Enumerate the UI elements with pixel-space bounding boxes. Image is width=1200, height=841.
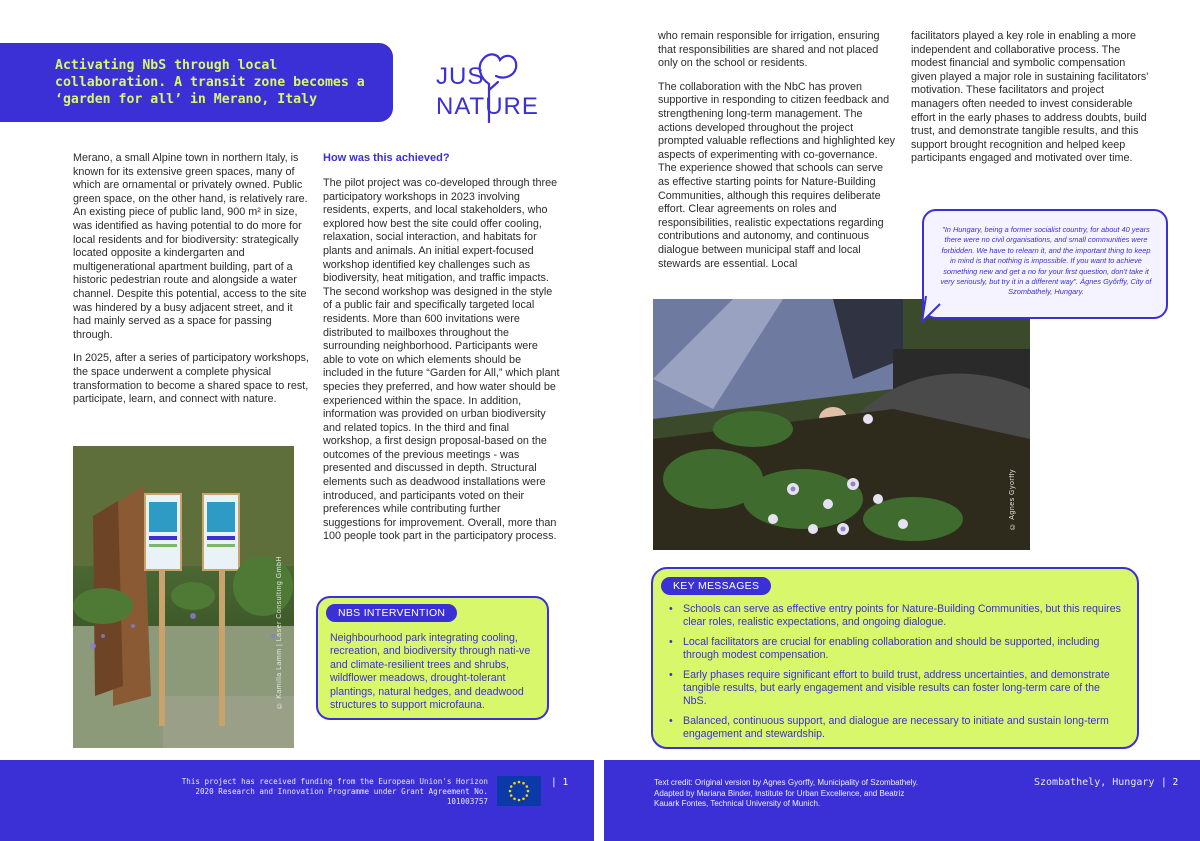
footer-page-2	[604, 760, 1200, 841]
funding-statement: This project has received funding from the European Union's Horizon 2020 Research and Innovation Programme under Grant Agreement No. 101003757	[181, 777, 488, 806]
page-number-2: | 2	[1161, 777, 1179, 788]
text-credit: Text credit: Original version by Agnes Gyorffy, Municipality of Szombathely. Adapted by Mariana Binder, Institute for Urban Excellence, and Beatriz Kauark Fontes, Technical University of Munich.	[654, 778, 919, 808]
process-column	[323, 177, 561, 544]
key-message-item: • Balanced, continuous support, and dialogue are necessary to initiate and sustain long-term engagement and stewardship.	[673, 715, 1123, 742]
tree-crown-icon	[480, 54, 517, 84]
key-messages-box	[651, 567, 1139, 749]
intro-paragraph-2: In 2025, after a series of participatory workshops, the space underwent a complete physical transformation to become a shared space to rest, participate, learn, and connect with nature.	[73, 352, 309, 406]
logo-text-top: JUS	[436, 63, 485, 90]
logo-text-bottom: NATURE	[436, 93, 539, 120]
results-paragraph-2: The collaboration with the NbC has proven supportive in responding to citizen feedback and strengthening long-term management. The actions developed throughout the project prompted valuable reflections and highlighted key aspects of experimenting with co-governance. The experience showed that schools can serve as effective starting points for Nature-Building Communities, although this requires deliberate effort. Clear agreements on roles and responsibilities, realistic expectations regarding contributions and autonomy, and continuous dialogue between municipal staff and local stewards are essential. Local	[658, 80, 896, 270]
photo-info-signs	[73, 446, 294, 748]
intro-column	[73, 152, 311, 407]
key-message-item: • Schools can serve as effective entry points for Nature-Building Communities, but this requires clear roles, realistic expectations, and ongoing dialogue.	[673, 603, 1123, 630]
process-paragraph: The pilot project was co-developed through three participatory workshops in 2023 involving residents, experts, and local stakeholders, who explored how best the site could offer cooling, relaxation, social interaction, and habitats for plants and animals. An initial expert-focused workshop identified key challenges such as biodiversity, heat mitigation, and traffic impacts. The second workshop was designed in the style of a public fair and specifically targeted local residents. More than 600 invitations were distributed to mailboxes throughout the surrounding neighborhood. Participants were able to vote on which elements should be included in the future “Garden for All,” which plant species they preferred, and how water should be experienced within the space. In addition, information was provided on urban biodiversity and related topics. In the third and final workshop, a first design proposal-based on the outcomes of the previous meetings - was presented and discussed in depth. Structural elements such as deadwood installations were introduced, and participants voted on their preferences while contributing further suggestions for improvement. Overall, more than 100 people took part in the participatory process.	[323, 177, 560, 543]
location-label: Szombathely, Hungary	[1034, 777, 1155, 788]
footer-page-1	[0, 760, 594, 841]
page-title: Activating NbS through local collaboration. A transit zone becomes a ‘garden for all’ in Merano, Italy	[55, 58, 365, 107]
key-messages-list	[673, 603, 1123, 742]
photo-credit-garden: © Agnes Gyorffy	[1009, 469, 1016, 530]
key-messages-label: KEY MESSAGES	[661, 577, 771, 595]
quote-text: "In Hungary, being a former socialist country, for about 40 years there were no civil organisations, and small communities were forbidden. We have to relearn it, and the important thing to keep in mind is that nothing is impossible. If you want to achieve something new and get a no for your first question, don't take it very seriously, but try it in a different way". Ágnes Győrffy, City of Szombathely, Hungary.	[940, 225, 1152, 297]
page-number-1: | 1	[551, 777, 569, 788]
facilitators-column	[911, 30, 1149, 166]
photo-credit-signs: © Kamilla Lamm | Laser Consulting GmbH	[276, 556, 283, 709]
eu-flag-icon	[497, 776, 541, 806]
key-message-item: • Local facilitators are crucial for enabling collaboration and should be supported, including through modest compensation.	[673, 636, 1123, 663]
quote-bubble	[922, 209, 1168, 319]
title-banner	[0, 43, 393, 122]
intro-paragraph-1: Merano, a small Alpine town in northern Italy, is known for its extensive green spaces, many of which are ornamental or privately owned. Public green space, on the other hand, is relatively rare. An existing piece of public land, 900 m² in size, was identified as having potential to do more for local residents and for biodiversity: strategically located opposite a kindergarten and multigenerational apartment building, part of a historic pedestrian route and alongside a water channel. Despite this potential, access to the site was hindered by a busy adjacent street, and it had mainly served as a space for passing through.	[73, 152, 308, 341]
results-paragraph-1: who remain responsible for irrigation, ensuring that responsibilities are shared and not placed only on the school or residents.	[658, 30, 880, 70]
results-column	[658, 30, 896, 271]
photo-planting-flowers	[653, 299, 1030, 550]
photo-signs-illustration	[73, 446, 294, 748]
justnature-logo	[434, 44, 540, 124]
nbs-intervention-text: Neighbourhood park integrating cooling, recreation, and biodiversity through nati-ve and climate-resilient trees and shrubs, wildflower meadows, drought-tolerant plantings, natural hedges, and deadwood structures to support microfauna.	[330, 632, 531, 712]
speech-bubble-tail	[916, 296, 946, 326]
nbs-intervention-box	[316, 596, 549, 720]
section-heading: How was this achieved?	[323, 152, 450, 164]
facilitators-paragraph: facilitators played a key role in enabling a more independent and collaborative process. The modest financial and symbolic compensation given played a major role in sustaining facilitators' motivation. These facilitators and project managers often needed to invest considerable effort in the early phases to address doubts, build trust, and demonstrate tangible results, and this support brought recognition and helped keep participants engaged and motivated over time.	[911, 30, 1149, 165]
key-message-item: • Early phases require significant effort to build trust, address uncertainties, and demonstrate tangible results, but early engagement and visible results can foster long-term care of the NbS.	[673, 669, 1123, 709]
nbs-intervention-label: NBS INTERVENTION	[326, 604, 457, 622]
photo-garden-illustration	[653, 299, 1030, 550]
